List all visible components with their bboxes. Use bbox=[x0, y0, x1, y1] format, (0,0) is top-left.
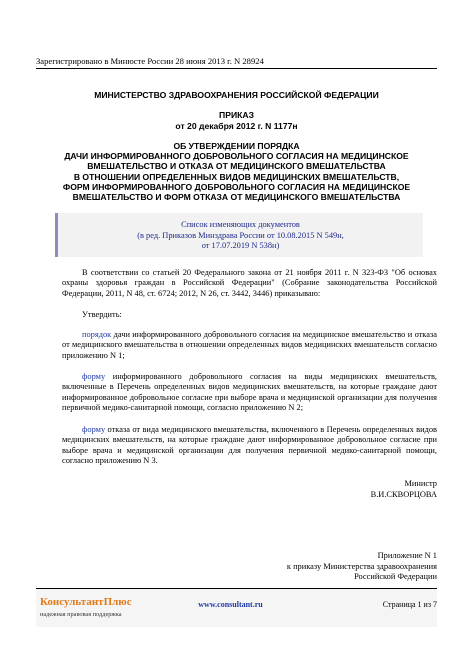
changes-line[interactable]: от 17.07.2019 N 538н) bbox=[201, 241, 280, 250]
item-paragraph bbox=[62, 330, 437, 361]
changes-list bbox=[58, 220, 423, 252]
document-title bbox=[36, 141, 437, 202]
title-line: ФОРМ ИНФОРМИРОВАННОГО ДОБРОВОЛЬНОГО СОГЛАСИЯ НА МЕДИЦИНСКОЕ bbox=[62, 181, 411, 192]
item-text: информированного добровольного согласия на виды медицинских вмешательств, включенные в Перечень определенных видов медицинских вмешательств, на которые граждане дают информированное добровольное согласие при выборе врача и медицинской организации для получения первичной медико-санитарной помощи, согласно приложению N 2; bbox=[62, 372, 437, 413]
title-line: ОБ УТВЕРЖДЕНИИ ПОРЯДКА bbox=[173, 141, 300, 151]
item-link-procedure[interactable]: порядок bbox=[82, 330, 112, 339]
signer-position: Министр bbox=[404, 479, 437, 488]
appendix-line: Приложение N 1 bbox=[377, 551, 437, 560]
appendix-header bbox=[287, 551, 437, 583]
item-link-refusal-form[interactable]: форму bbox=[82, 425, 106, 434]
appendix-line: Российской Федерации bbox=[354, 572, 437, 581]
appendix-line: к приказу Министерства здравоохранения bbox=[286, 561, 437, 571]
order-type: ПРИКАЗ bbox=[219, 110, 254, 120]
preamble-paragraph: В соответствии со статьей 20 Федерального закона от 21 ноября 2011 г. N 323-ФЗ "Об основах охраны здоровья граждан в Российской Федерации" (Собрание законодательства Российской Федерации, 2011, N 48, ст. 6724; 2012, N 26, ст. 3442, 3446) приказываю: bbox=[62, 268, 437, 298]
title-line: ВМЕШАТЕЛЬСТВО И ФОРМ ОТКАЗА ОТ МЕДИЦИНСКОГО ВМЕШАТЕЛЬСТВА bbox=[72, 192, 401, 203]
header-divider bbox=[36, 68, 437, 69]
item-paragraph bbox=[62, 425, 437, 467]
registration-note: Зарегистрировано в Минюсте России 28 июня 2013 г. N 28924 bbox=[36, 56, 264, 66]
consultant-logo: КонсультантПлюс bbox=[40, 596, 132, 608]
changes-line[interactable]: (в ред. Приказов Минздрава России от 10.08.2015 N 549н, bbox=[137, 230, 344, 240]
ministry-name: МИНИСТЕРСТВО ЗДРАВООХРАНЕНИЯ РОССИЙСКОЙ ФЕДЕРАЦИИ bbox=[94, 90, 379, 100]
signer-name: В.И.СКВОРЦОВА bbox=[370, 489, 437, 499]
signature-block bbox=[371, 479, 437, 500]
approve-paragraph: Утвердить: bbox=[82, 310, 122, 319]
page-number: Страница 1 из 7 bbox=[382, 600, 437, 609]
item-text: отказа от вида медицинского вмешательства, включенного в Перечень определенных видов медицинских вмешательств, на которые граждане дают информированное добровольное согласие при выборе врача и медицинской организации для получения первичной медико-санитарной помощи, согласно приложению N 3. bbox=[62, 425, 437, 466]
order-header bbox=[36, 110, 437, 131]
item-text: дачи информированного добровольного согласия на медицинское вмешательство и отказа от медицинского вмешательства в отношении определенных видов медицинских вмешательств согласно приложению N 1; bbox=[62, 330, 437, 360]
logo-tagline: надежная правовая поддержка bbox=[40, 611, 122, 618]
changes-heading: Список изменяющих документов bbox=[181, 220, 300, 229]
order-date-number: от 20 декабря 2012 г. N 1177н bbox=[175, 120, 298, 131]
item-paragraph bbox=[62, 372, 437, 414]
title-line: В ОТНОШЕНИИ ОПРЕДЕЛЕННЫХ ВИДОВ МЕДИЦИНСКИХ ВМЕШАТЕЛЬСТВ, bbox=[73, 171, 400, 182]
title-line: ВМЕШАТЕЛЬСТВО И ОТКАЗА ОТ МЕДИЦИНСКОГО ВМЕШАТЕЛЬСТВА bbox=[87, 161, 386, 172]
item-link-consent-form[interactable]: форму bbox=[82, 372, 106, 381]
title-line: ДАЧИ ИНФОРМИРОВАННОГО ДОБРОВОЛЬНОГО СОГЛАСИЯ НА МЕДИЦИНСКОЕ bbox=[64, 151, 409, 162]
site-link[interactable]: www.consultant.ru bbox=[198, 600, 263, 609]
